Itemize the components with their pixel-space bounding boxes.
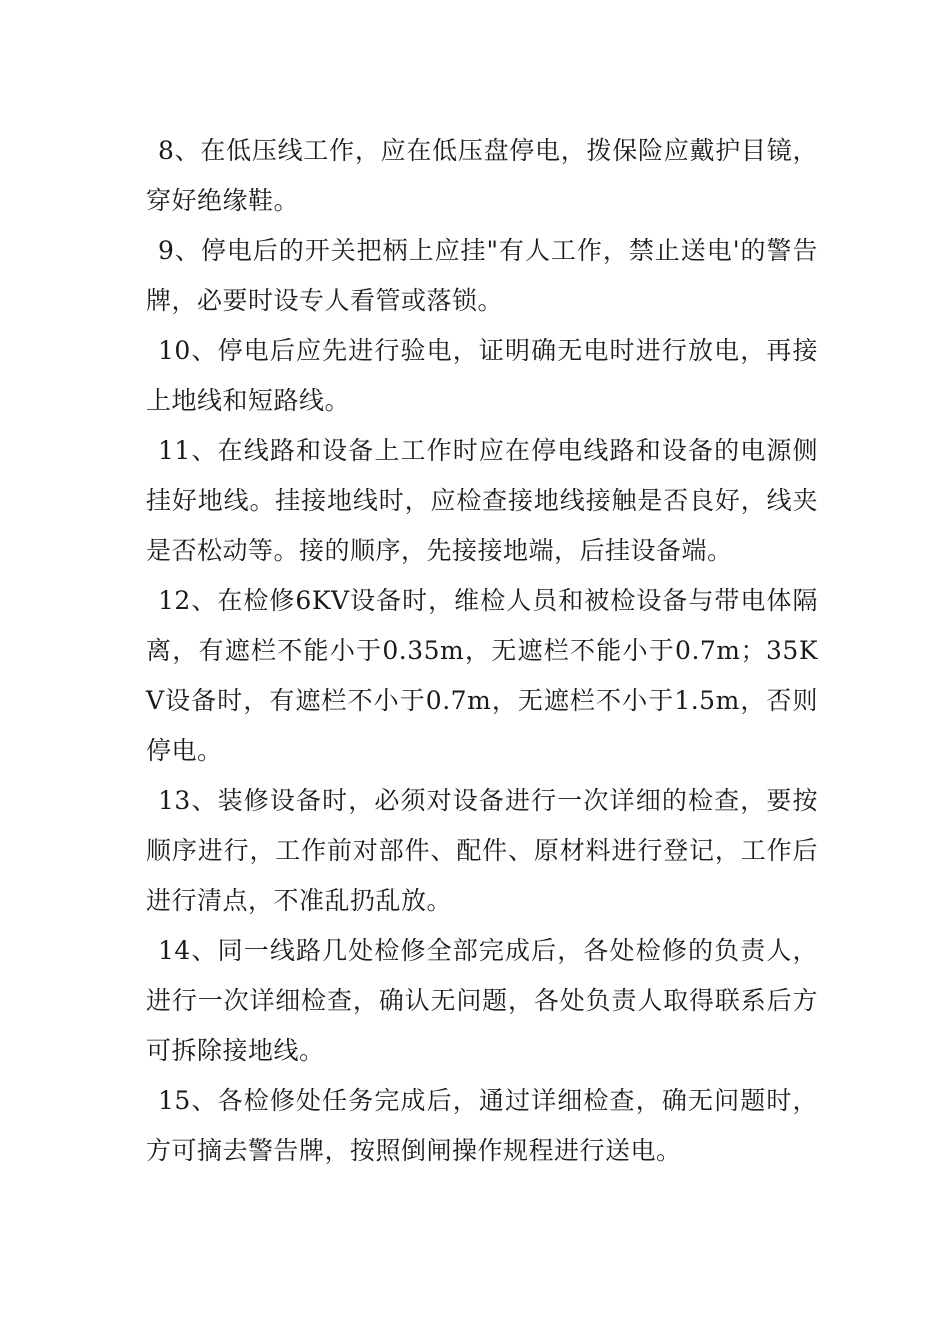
paragraph-item-14: 14、同一线路几处检修全部完成后，各处检修的负责人，进行一次详细检查，确认无问题，各处负责人取得联系后方可拆除接地线。 — [146, 936, 818, 1065]
document-page — [146, 126, 818, 1176]
paragraph-item-12: 12、在检修6KV设备时，维检人员和被检设备与带电体隔离，有遮栏不能小于0.35m，无遮栏不能小于0.7m；35KV设备时，有遮栏不小于0.7m，无遮栏不小于1.5m，否则停电。 — [146, 586, 818, 765]
paragraph-item-15: 15、各检修处任务完成后，通过详细检查，确无问题时，方可摘去警告牌，按照倒闸操作规程进行送电。 — [146, 1086, 818, 1165]
paragraph-item-11: 11、在线路和设备上工作时应在停电线路和设备的电源侧挂好地线。挂接地线时，应检查接地线接触是否良好，线夹是否松动等。接的顺序，先接接地端，后挂设备端。 — [146, 436, 818, 565]
paragraph-item-9: 9、停电后的开关把柄上应挂"有人工作，禁止送电'的警告牌，必要时设专人看管或落锁。 — [146, 236, 818, 315]
paragraph-item-10: 10、停电后应先进行验电，证明确无电时进行放电，再接上地线和短路线。 — [146, 336, 818, 415]
paragraph-item-13: 13、装修设备时，必须对设备进行一次详细的检查，要按顺序进行，工作前对部件、配件、原材料进行登记，工作后进行清点，不准乱扔乱放。 — [146, 786, 818, 915]
paragraph-item-8: 8、在低压线工作，应在低压盘停电，拨保险应戴护目镜，穿好绝缘鞋。 — [146, 136, 818, 215]
